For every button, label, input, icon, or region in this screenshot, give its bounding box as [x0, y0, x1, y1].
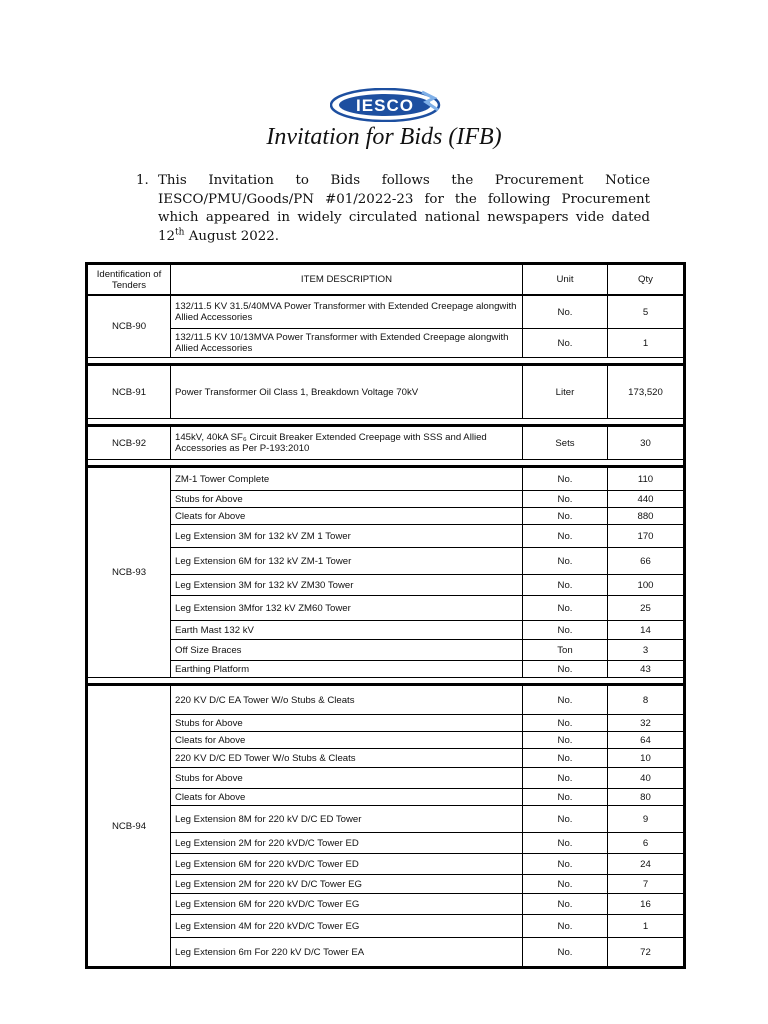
- qty-cell: 10: [608, 749, 685, 768]
- unit-cell: No.: [523, 548, 608, 575]
- item-description-cell: 132/11.5 KV 31.5/40MVA Power Transformer with Extended Creepage alongwith Allied Accessories: [171, 295, 523, 329]
- unit-cell: No.: [523, 508, 608, 525]
- table-row: [87, 467, 685, 491]
- item-description-cell: Leg Extension 2M for 220 kV D/C Tower EG: [171, 875, 523, 894]
- unit-cell: No.: [523, 491, 608, 508]
- iesco-logo: [330, 88, 442, 122]
- unit-cell: Sets: [523, 426, 608, 460]
- qty-cell: 5: [608, 295, 685, 329]
- qty-cell: 43: [608, 661, 685, 678]
- unit-cell: No.: [523, 715, 608, 732]
- qty-cell: 6: [608, 833, 685, 854]
- qty-cell: 66: [608, 548, 685, 575]
- table-row: [87, 894, 685, 915]
- group-spacer-cell: [87, 460, 685, 467]
- qty-cell: 72: [608, 938, 685, 968]
- qty-cell: 16: [608, 894, 685, 915]
- item-description-cell: Stubs for Above: [171, 715, 523, 732]
- item-description-cell: Power Transformer Oil Class 1, Breakdown Voltage 70kV: [171, 365, 523, 419]
- item-description-cell: ZM-1 Tower Complete: [171, 467, 523, 491]
- table-row: [87, 875, 685, 894]
- group-spacer-cell: [87, 678, 685, 685]
- qty-cell: 1: [608, 915, 685, 938]
- qty-cell: 173,520: [608, 365, 685, 419]
- qty-cell: 24: [608, 854, 685, 875]
- document-title: Invitation for Bids (IFB): [266, 124, 502, 150]
- qty-cell: 170: [608, 525, 685, 548]
- item-description-cell: 132/11.5 KV 10/13MVA Power Transformer with Extended Creepage alongwith Allied Accessories: [171, 329, 523, 358]
- item-description-cell: Earthing Platform: [171, 661, 523, 678]
- unit-cell: No.: [523, 833, 608, 854]
- unit-cell: No.: [523, 768, 608, 789]
- bids-table: [85, 262, 686, 969]
- unit-cell: No.: [523, 875, 608, 894]
- qty-cell: 64: [608, 732, 685, 749]
- group-spacer: [87, 419, 685, 426]
- table-row: [87, 789, 685, 806]
- unit-cell: No.: [523, 749, 608, 768]
- unit-cell: No.: [523, 806, 608, 833]
- item-description-cell: Leg Extension 3M for 132 kV ZM30 Tower: [171, 575, 523, 596]
- qty-cell: 14: [608, 621, 685, 640]
- header-unit: Unit: [523, 264, 608, 296]
- item-description-cell: Leg Extension 2M for 220 kVD/C Tower ED: [171, 833, 523, 854]
- header-qty: Qty: [608, 264, 685, 296]
- item-description-cell: Off Size Braces: [171, 640, 523, 661]
- qty-cell: 440: [608, 491, 685, 508]
- unit-cell: No.: [523, 295, 608, 329]
- table-row: [87, 640, 685, 661]
- qty-cell: 100: [608, 575, 685, 596]
- item-description-cell: Cleats for Above: [171, 789, 523, 806]
- qty-cell: 1: [608, 329, 685, 358]
- header-tender-id: Identification of Tenders: [87, 264, 171, 296]
- table-row: [87, 749, 685, 768]
- unit-cell: No.: [523, 685, 608, 715]
- unit-cell: Ton: [523, 640, 608, 661]
- tender-id-cell: NCB-93: [87, 467, 171, 678]
- table-row: [87, 915, 685, 938]
- item-description-cell: Leg Extension 6M for 132 kV ZM-1 Tower: [171, 548, 523, 575]
- qty-cell: 40: [608, 768, 685, 789]
- table-row: [87, 833, 685, 854]
- qty-cell: 110: [608, 467, 685, 491]
- unit-cell: No.: [523, 467, 608, 491]
- item-description-cell: Earth Mast 132 kV: [171, 621, 523, 640]
- item-description-cell: Leg Extension 3Mfor 132 kV ZM60 Tower: [171, 596, 523, 621]
- qty-cell: 25: [608, 596, 685, 621]
- group-spacer-cell: [87, 419, 685, 426]
- item-description-cell: 220 KV D/C EA Tower W/o Stubs & Cleats: [171, 685, 523, 715]
- group-spacer: [87, 460, 685, 467]
- item-description-cell: 145kV, 40kA SF₆ Circuit Breaker Extended Creepage with SSS and Allied Accessories as Per P-193:2010: [171, 426, 523, 460]
- unit-cell: No.: [523, 575, 608, 596]
- paragraph-number: 1.: [136, 173, 149, 188]
- table-header-row: [87, 264, 685, 296]
- table-row: [87, 525, 685, 548]
- header-item-description: ITEM DESCRIPTION: [171, 264, 523, 296]
- tender-id-cell: NCB-90: [87, 295, 171, 358]
- qty-cell: 9: [608, 806, 685, 833]
- table-row: [87, 768, 685, 789]
- item-description-cell: Leg Extension 6m For 220 kV D/C Tower EA: [171, 938, 523, 968]
- item-description-cell: Leg Extension 4M for 220 kVD/C Tower EG: [171, 915, 523, 938]
- table-row: [87, 596, 685, 621]
- table-row: [87, 854, 685, 875]
- unit-cell: No.: [523, 854, 608, 875]
- item-description-cell: Leg Extension 6M for 220 kVD/C Tower EG: [171, 894, 523, 915]
- qty-cell: 80: [608, 789, 685, 806]
- table-row: [87, 426, 685, 460]
- tender-id-cell: NCB-91: [87, 365, 171, 419]
- group-spacer-cell: [87, 358, 685, 365]
- unit-cell: No.: [523, 894, 608, 915]
- table-row: [87, 295, 685, 329]
- unit-cell: No.: [523, 329, 608, 358]
- unit-cell: No.: [523, 938, 608, 968]
- intro-paragraph: [136, 172, 650, 246]
- qty-cell: 880: [608, 508, 685, 525]
- unit-cell: Liter: [523, 365, 608, 419]
- group-spacer: [87, 358, 685, 365]
- table-row: [87, 685, 685, 715]
- unit-cell: No.: [523, 596, 608, 621]
- table-row: [87, 548, 685, 575]
- table-row: [87, 575, 685, 596]
- table-row: [87, 806, 685, 833]
- unit-cell: No.: [523, 789, 608, 806]
- qty-cell: 3: [608, 640, 685, 661]
- qty-cell: 7: [608, 875, 685, 894]
- tender-id-cell: NCB-92: [87, 426, 171, 460]
- table-row: [87, 329, 685, 358]
- table-row: [87, 491, 685, 508]
- item-description-cell: Cleats for Above: [171, 508, 523, 525]
- table-row: [87, 661, 685, 678]
- item-description-cell: Stubs for Above: [171, 491, 523, 508]
- unit-cell: No.: [523, 915, 608, 938]
- table-row: [87, 621, 685, 640]
- qty-cell: 32: [608, 715, 685, 732]
- table-row: [87, 715, 685, 732]
- paragraph-text: This Invitation to Bids follows the Procurement Notice IESCO/PMU/Goods/PN #01/2022-23 for the following Procurement which appeared in widely circulated national newspapers vide dated 12th August 2022.: [158, 173, 650, 244]
- qty-cell: 8: [608, 685, 685, 715]
- unit-cell: No.: [523, 732, 608, 749]
- item-description-cell: Cleats for Above: [171, 732, 523, 749]
- item-description-cell: Leg Extension 8M for 220 kV D/C ED Tower: [171, 806, 523, 833]
- unit-cell: No.: [523, 661, 608, 678]
- item-description-cell: 220 KV D/C ED Tower W/o Stubs & Cleats: [171, 749, 523, 768]
- item-description-cell: Stubs for Above: [171, 768, 523, 789]
- unit-cell: No.: [523, 525, 608, 548]
- table-row: [87, 732, 685, 749]
- table-row: [87, 508, 685, 525]
- unit-cell: No.: [523, 621, 608, 640]
- logo-text: IESCO: [356, 96, 414, 115]
- group-spacer: [87, 678, 685, 685]
- tender-id-cell: NCB-94: [87, 685, 171, 968]
- item-description-cell: Leg Extension 6M for 220 kVD/C Tower ED: [171, 854, 523, 875]
- table-row: [87, 938, 685, 968]
- item-description-cell: Leg Extension 3M for 132 kV ZM 1 Tower: [171, 525, 523, 548]
- qty-cell: 30: [608, 426, 685, 460]
- table-row: [87, 365, 685, 419]
